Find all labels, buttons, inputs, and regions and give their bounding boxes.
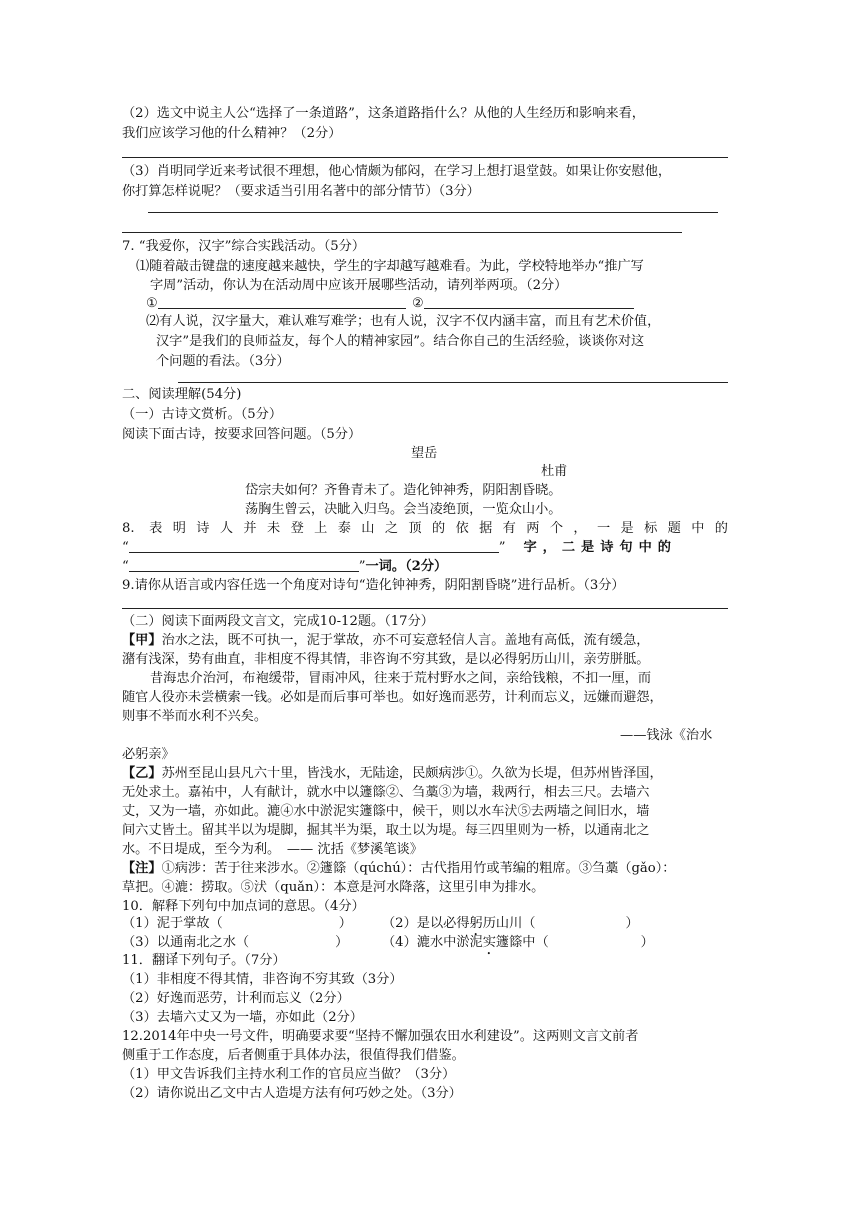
q12-item: （1）甲文告诉我们主持水利工作的官员应当做？（3分） xyxy=(122,1067,456,1082)
q8-line1: 8. 表明诗人并未登上泰山之顶的依据有两个，一是标题中的 xyxy=(122,521,728,536)
answer-blank[interactable] xyxy=(129,557,359,572)
subsection-title: （一）古诗文赏析。（5分） xyxy=(122,407,283,422)
q12-line: 侧重于工作态度，后者侧重于具体办法，很值得我们借鉴。 xyxy=(122,1048,465,1063)
q9: 9.请你从语言或内容任选一个角度对诗句“造化钟神秀，阴阳割昏晓”进行品析。（3分） xyxy=(122,578,625,593)
q10-title: 10．解释下列句中加点词的意思。（4分） xyxy=(122,899,365,914)
passage-yi-line: 间六丈皆土。留其半以为堤脚，掘其半为渠，取土以为堤。每三四里则为一桥，以通南北之 xyxy=(122,823,650,838)
passage-yi-line: 丈，又为一墙，亦如此。漉④水中淤泥实籧篨中，候干，则以水车汱⑤去两墙之间旧水，墙 xyxy=(122,804,650,819)
answer-line[interactable] xyxy=(122,608,728,609)
passage-jia-line: 随官人役亦未尝横索一钱。必如是而后事可举也。如好逸而恶劳，计利而忘义，远嫌而避怨， xyxy=(122,690,663,705)
poem-line: 岱宗夫如何？齐鲁青未了。造化钟神秀，阴阳割昏晓。 xyxy=(245,483,562,498)
passage-jia-source: 必躬亲》 xyxy=(122,747,175,762)
q6-part2-line1: （2）选文中说主人公“选择了一条道路”，这条道路指什么？从他的人生经历和影响来看， xyxy=(122,106,645,121)
answer-line[interactable] xyxy=(178,382,728,383)
note-line: 【注】①病涉：苦于往来涉水。②籧篨（qúchú）：古代指用竹或苇编的粗席。③刍藁（gǎo）： xyxy=(122,861,676,876)
q12-item: （2）请你说出乙文中古人造堤方法有何巧妙之处。（3分） xyxy=(122,1086,462,1101)
passage-jia-line: 则事不举而水利不兴矣。 xyxy=(122,709,268,724)
answer-line[interactable] xyxy=(122,232,682,233)
q7-option-2: ② xyxy=(412,294,634,314)
q6-part3-line1: （3）肖明同学近来考试很不理想，他心情颇为郁闷，在学习上想打退堂鼓。如果让你安慰他， xyxy=(122,164,672,179)
note-line: 草把。④漉：捞取。⑤汱（quǎn）：本意是河水降落，这里引申为排水。 xyxy=(122,880,545,895)
q11-item: （3）去墙六丈又为一墙，亦如此（2分） xyxy=(122,1010,363,1025)
answer-blank[interactable] xyxy=(424,294,634,309)
passage-yi-line: 水。不日堤成，至今为利。 —— 沈括《梦溪笔谈》 xyxy=(122,842,423,857)
passage-yi-line: 【乙】苏州至昆山县凡六十里，皆浅水，无陆途，民颇病涉①。久欲为长堤，但苏州皆泽国， xyxy=(122,766,663,781)
q7-part1-line2: 字周”活动，你认为在活动周中应该开展哪些活动，请列举两项。（2分） xyxy=(150,278,568,293)
q8-line3: “ ”一词。（2分） xyxy=(122,559,448,574)
passage-jia-line: 昔海忠介治河，布袍缓带，冒雨冲风，往来于荒村野水之间，亲给钱粮，不扣一厘，而 xyxy=(150,671,652,686)
passage-jia-line: 潴有浅深，势有曲直，非相度不得其情，非咨询不穷其致，是以必得躬历山川，亲劳胼胝。 xyxy=(122,652,650,667)
q6-part2-line2: 我们应该学习他的什么精神？（2分） xyxy=(122,126,342,141)
poem-line: 荡胸生曾云，决眦入归鸟。会当凌绝顶，一览众山小。 xyxy=(245,502,562,517)
q7-part2-line3: 个问题的看法。（3分） xyxy=(156,354,290,369)
subsection-title: （二）阅读下面两段文言文，完成10-12题。（17分） xyxy=(122,614,434,629)
q7-title: 7. “我爱你，汉字”综合实践活动。（5分） xyxy=(122,239,366,254)
passage-yi-line: 无处求土。嘉祐中，人有献计，就水中以籧篨②、刍藁③为墙，栽两行，相去三尺。去墙六 xyxy=(122,785,650,800)
q7-part2-line1: ⑵有人说，汉字量大，难认难写难学；也有人说，汉字不仅内涵丰富，而且有艺术价值， xyxy=(146,314,661,329)
q7-part2-line2: 汉字”是我们的良师益友，每个人的精神家园”。结合你自己的生活经验，谈谈你对这 xyxy=(156,334,645,349)
poem-title: 望岳 xyxy=(411,446,438,461)
q10-item-1: （1）泥于掌故（ ） xyxy=(122,916,352,931)
poem-author: 杜甫 xyxy=(541,464,568,479)
answer-blank[interactable] xyxy=(158,294,406,309)
q12-line: 12.2014年中央一号文件，明确要求要“坚持不懈加强农田水利建设”。这两则文言文前者 xyxy=(122,1029,639,1044)
q11-item: （2）好逸而恶劳，计利而忘义（2分） xyxy=(122,991,350,1006)
passage-jia-line: 【甲】治水之法，既不可执一，泥于掌故，亦不可妄意轻信人言。盖地有高低，流有缓急， xyxy=(122,633,650,648)
q8-line2: “ ” 字，二是诗句中的 xyxy=(122,540,677,555)
answer-line[interactable] xyxy=(122,157,728,158)
q7-part1-line1: ⑴随着敲击键盘的速度越来越快，学生的字却越写越难看。为此，学校特地举办“推广写 xyxy=(136,259,644,274)
q11-item: （1）非相度不得其情，非咨询不穷其致（3分） xyxy=(122,972,403,987)
answer-line[interactable] xyxy=(148,212,718,213)
q11-title: 11．翻译下列句子。（7分） xyxy=(122,953,286,968)
q7-option-1: ① xyxy=(146,294,406,314)
instruction: 阅读下面古诗，按要求回答问题。（5分） xyxy=(122,427,362,442)
q6-part3-line2: 你打算怎样说呢？（要求适当引用名著中的部分情节）（3分） xyxy=(122,184,480,199)
q10-item-3: （3）以通南北之水（ ） xyxy=(122,935,349,950)
section-title: 二、阅读理解(54分) xyxy=(122,387,242,402)
q10-item-4: （4）漉水中淤泥实籧篨中（ ） xyxy=(382,935,654,950)
passage-jia-source: ——钱泳《治水 xyxy=(620,728,713,743)
answer-blank[interactable] xyxy=(129,538,499,553)
q10-item-2: （2）是以必得躬历山川（ ） xyxy=(382,916,639,931)
